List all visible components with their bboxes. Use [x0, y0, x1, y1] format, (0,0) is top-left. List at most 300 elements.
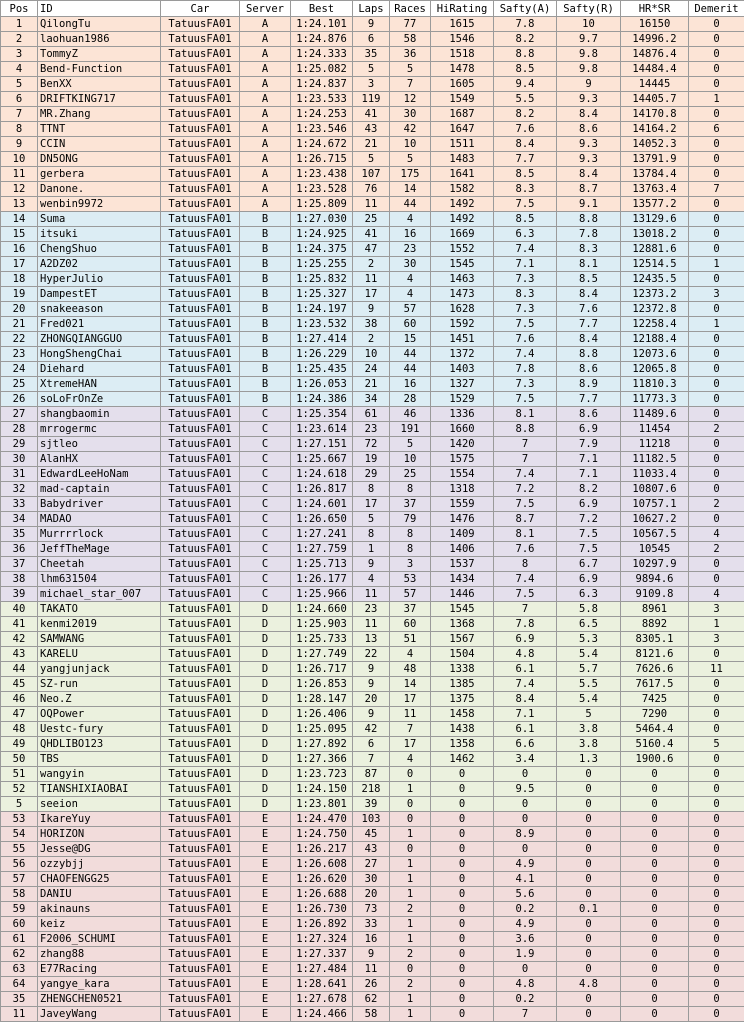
- laps-cell: 19: [353, 452, 390, 467]
- safty-a-cell: 4.8: [494, 977, 557, 992]
- laps-cell: 218: [353, 782, 390, 797]
- demerit-cell: 0: [689, 1007, 744, 1022]
- server-cell: A: [240, 62, 291, 77]
- best-cell: 1:26.217: [291, 842, 353, 857]
- pos-cell: 3: [1, 47, 38, 62]
- safty-a-cell: 7: [494, 1007, 557, 1022]
- pos-cell: 30: [1, 452, 38, 467]
- races-cell: 30: [390, 107, 431, 122]
- car-cell: TatuusFA01: [161, 197, 240, 212]
- races-cell: 14: [390, 677, 431, 692]
- laps-cell: 41: [353, 107, 390, 122]
- server-cell: A: [240, 152, 291, 167]
- safty-a-cell: 9.4: [494, 77, 557, 92]
- pos-cell: 4: [1, 62, 38, 77]
- safty-a-cell: 0: [494, 962, 557, 977]
- best-cell: 1:26.229: [291, 347, 353, 362]
- safty-r-cell: 0: [557, 1007, 621, 1022]
- best-cell: 1:23.532: [291, 317, 353, 332]
- car-cell: TatuusFA01: [161, 17, 240, 32]
- best-cell: 1:24.750: [291, 827, 353, 842]
- demerit-cell: 1: [689, 317, 744, 332]
- server-cell: B: [240, 302, 291, 317]
- pos-cell: 7: [1, 107, 38, 122]
- demerit-cell: 3: [689, 287, 744, 302]
- header-demerit: Demerit: [689, 1, 744, 17]
- hirating-cell: 1476: [431, 512, 494, 527]
- races-cell: 5: [390, 62, 431, 77]
- safty-a-cell: 0: [494, 797, 557, 812]
- best-cell: 1:25.733: [291, 632, 353, 647]
- pos-cell: 54: [1, 827, 38, 842]
- demerit-cell: 11: [689, 662, 744, 677]
- car-cell: TatuusFA01: [161, 512, 240, 527]
- safty-r-cell: 7.5: [557, 527, 621, 542]
- id-cell: mrrogermc: [38, 422, 161, 437]
- safty-r-cell: 8.2: [557, 482, 621, 497]
- best-cell: 1:23.528: [291, 182, 353, 197]
- safty-r-cell: 3.8: [557, 737, 621, 752]
- best-cell: 1:24.386: [291, 392, 353, 407]
- safty-a-cell: 6.3: [494, 227, 557, 242]
- best-cell: 1:27.749: [291, 647, 353, 662]
- server-cell: C: [240, 512, 291, 527]
- safty-r-cell: 9.3: [557, 92, 621, 107]
- demerit-cell: 7: [689, 182, 744, 197]
- server-cell: C: [240, 527, 291, 542]
- best-cell: 1:27.678: [291, 992, 353, 1007]
- table-row: [1, 47, 744, 62]
- server-cell: E: [240, 947, 291, 962]
- table-row: [1, 977, 744, 992]
- demerit-cell: 0: [689, 242, 744, 257]
- pos-cell: 35: [1, 527, 38, 542]
- table-row: [1, 107, 744, 122]
- best-cell: 1:26.620: [291, 872, 353, 887]
- hirating-cell: 0: [431, 1007, 494, 1022]
- id-cell: BenXX: [38, 77, 161, 92]
- laps-cell: 21: [353, 377, 390, 392]
- hirating-cell: 0: [431, 932, 494, 947]
- demerit-cell: 0: [689, 692, 744, 707]
- car-cell: TatuusFA01: [161, 557, 240, 572]
- table-row: [1, 557, 744, 572]
- server-cell: A: [240, 17, 291, 32]
- hr-sr-cell: 12514.5: [621, 257, 689, 272]
- hirating-cell: 1582: [431, 182, 494, 197]
- car-cell: TatuusFA01: [161, 827, 240, 842]
- demerit-cell: 0: [689, 47, 744, 62]
- server-cell: C: [240, 467, 291, 482]
- id-cell: TTNT: [38, 122, 161, 137]
- best-cell: 1:27.414: [291, 332, 353, 347]
- hr-sr-cell: 14170.8: [621, 107, 689, 122]
- pos-cell: 42: [1, 632, 38, 647]
- safty-r-cell: 0: [557, 932, 621, 947]
- safty-a-cell: 8.5: [494, 212, 557, 227]
- id-cell: Fred021: [38, 317, 161, 332]
- table-row: [1, 452, 744, 467]
- hr-sr-cell: 13791.9: [621, 152, 689, 167]
- safty-r-cell: 5.7: [557, 662, 621, 677]
- demerit-cell: 0: [689, 62, 744, 77]
- best-cell: 1:26.608: [291, 857, 353, 872]
- best-cell: 1:23.546: [291, 122, 353, 137]
- races-cell: 4: [390, 272, 431, 287]
- hr-sr-cell: 8305.1: [621, 632, 689, 647]
- server-cell: D: [240, 782, 291, 797]
- hirating-cell: 1687: [431, 107, 494, 122]
- car-cell: TatuusFA01: [161, 677, 240, 692]
- hirating-cell: 0: [431, 947, 494, 962]
- safty-a-cell: 7.2: [494, 482, 557, 497]
- hr-sr-cell: 10627.2: [621, 512, 689, 527]
- safty-a-cell: 8.8: [494, 422, 557, 437]
- id-cell: HyperJulio: [38, 272, 161, 287]
- safty-a-cell: 5.5: [494, 92, 557, 107]
- car-cell: TatuusFA01: [161, 152, 240, 167]
- server-cell: C: [240, 437, 291, 452]
- id-cell: DANIU: [38, 887, 161, 902]
- hirating-cell: 1647: [431, 122, 494, 137]
- laps-cell: 42: [353, 722, 390, 737]
- demerit-cell: 0: [689, 797, 744, 812]
- pos-cell: 2: [1, 32, 38, 47]
- races-cell: 4: [390, 647, 431, 662]
- id-cell: DRIFTKING717: [38, 92, 161, 107]
- races-cell: 0: [390, 797, 431, 812]
- id-cell: EdwardLeeHoNam: [38, 467, 161, 482]
- hirating-cell: 0: [431, 887, 494, 902]
- laps-cell: 29: [353, 467, 390, 482]
- demerit-cell: 3: [689, 632, 744, 647]
- races-cell: 37: [390, 602, 431, 617]
- server-cell: E: [240, 872, 291, 887]
- car-cell: TatuusFA01: [161, 872, 240, 887]
- hr-sr-cell: 0: [621, 962, 689, 977]
- safty-r-cell: 9.3: [557, 137, 621, 152]
- laps-cell: 11: [353, 272, 390, 287]
- demerit-cell: 0: [689, 932, 744, 947]
- hr-sr-cell: 13018.2: [621, 227, 689, 242]
- car-cell: TatuusFA01: [161, 857, 240, 872]
- pos-cell: 63: [1, 962, 38, 977]
- safty-r-cell: 6.5: [557, 617, 621, 632]
- safty-a-cell: 0.2: [494, 902, 557, 917]
- best-cell: 1:24.618: [291, 467, 353, 482]
- pos-cell: 11: [1, 1007, 38, 1022]
- car-cell: TatuusFA01: [161, 182, 240, 197]
- safty-a-cell: 3.6: [494, 932, 557, 947]
- laps-cell: 23: [353, 422, 390, 437]
- hirating-cell: 0: [431, 962, 494, 977]
- best-cell: 1:24.197: [291, 302, 353, 317]
- races-cell: 44: [390, 347, 431, 362]
- races-cell: 3: [390, 557, 431, 572]
- server-cell: E: [240, 1007, 291, 1022]
- id-cell: mad-captain: [38, 482, 161, 497]
- safty-r-cell: 0: [557, 767, 621, 782]
- laps-cell: 9: [353, 557, 390, 572]
- safty-r-cell: 8.9: [557, 377, 621, 392]
- best-cell: 1:24.470: [291, 812, 353, 827]
- demerit-cell: 2: [689, 542, 744, 557]
- table-row: [1, 92, 744, 107]
- server-cell: E: [240, 977, 291, 992]
- laps-cell: 22: [353, 647, 390, 662]
- races-cell: 53: [390, 572, 431, 587]
- hr-sr-cell: 10567.5: [621, 527, 689, 542]
- server-cell: E: [240, 857, 291, 872]
- hr-sr-cell: 11810.3: [621, 377, 689, 392]
- pos-cell: 44: [1, 662, 38, 677]
- car-cell: TatuusFA01: [161, 62, 240, 77]
- server-cell: E: [240, 842, 291, 857]
- hr-sr-cell: 10545: [621, 542, 689, 557]
- safty-r-cell: 5.4: [557, 647, 621, 662]
- best-cell: 1:26.817: [291, 482, 353, 497]
- laps-cell: 26: [353, 977, 390, 992]
- server-cell: D: [240, 617, 291, 632]
- best-cell: 1:28.641: [291, 977, 353, 992]
- id-cell: SZ-run: [38, 677, 161, 692]
- safty-a-cell: 8.1: [494, 407, 557, 422]
- car-cell: TatuusFA01: [161, 137, 240, 152]
- laps-cell: 87: [353, 767, 390, 782]
- safty-a-cell: 8.5: [494, 167, 557, 182]
- safty-r-cell: 9: [557, 77, 621, 92]
- races-cell: 1: [390, 992, 431, 1007]
- car-cell: TatuusFA01: [161, 947, 240, 962]
- safty-r-cell: 0: [557, 962, 621, 977]
- races-cell: 30: [390, 257, 431, 272]
- pos-cell: 62: [1, 947, 38, 962]
- hr-sr-cell: 10807.6: [621, 482, 689, 497]
- id-cell: Neo.Z: [38, 692, 161, 707]
- races-cell: 16: [390, 377, 431, 392]
- safty-r-cell: 9.3: [557, 152, 621, 167]
- id-cell: Suma: [38, 212, 161, 227]
- server-cell: A: [240, 182, 291, 197]
- pos-cell: 45: [1, 677, 38, 692]
- hirating-cell: 1552: [431, 242, 494, 257]
- pos-cell: 26: [1, 392, 38, 407]
- hr-sr-cell: 12188.4: [621, 332, 689, 347]
- id-cell: soLoFrOnZe: [38, 392, 161, 407]
- hr-sr-cell: 5464.4: [621, 722, 689, 737]
- table-row: [1, 752, 744, 767]
- safty-r-cell: 8.6: [557, 122, 621, 137]
- safty-r-cell: 0: [557, 782, 621, 797]
- id-cell: snakeeason: [38, 302, 161, 317]
- safty-a-cell: 7.5: [494, 197, 557, 212]
- hr-sr-cell: 12372.8: [621, 302, 689, 317]
- pos-cell: 18: [1, 272, 38, 287]
- car-cell: TatuusFA01: [161, 992, 240, 1007]
- pos-cell: 6: [1, 92, 38, 107]
- best-cell: 1:27.324: [291, 932, 353, 947]
- safty-a-cell: 5.6: [494, 887, 557, 902]
- best-cell: 1:27.759: [291, 542, 353, 557]
- table-row: [1, 617, 744, 632]
- car-cell: TatuusFA01: [161, 452, 240, 467]
- laps-cell: 5: [353, 152, 390, 167]
- server-cell: B: [240, 332, 291, 347]
- safty-r-cell: 3.8: [557, 722, 621, 737]
- header-row: [1, 1, 744, 17]
- server-cell: D: [240, 722, 291, 737]
- hirating-cell: 1375: [431, 692, 494, 707]
- demerit-cell: 0: [689, 572, 744, 587]
- safty-a-cell: 0: [494, 767, 557, 782]
- laps-cell: 11: [353, 962, 390, 977]
- hirating-cell: 0: [431, 977, 494, 992]
- laps-cell: 20: [353, 692, 390, 707]
- safty-r-cell: 5.4: [557, 692, 621, 707]
- server-cell: D: [240, 767, 291, 782]
- demerit-cell: 3: [689, 602, 744, 617]
- server-cell: B: [240, 287, 291, 302]
- laps-cell: 62: [353, 992, 390, 1007]
- best-cell: 1:23.801: [291, 797, 353, 812]
- server-cell: D: [240, 602, 291, 617]
- hr-sr-cell: 0: [621, 977, 689, 992]
- hr-sr-cell: 7617.5: [621, 677, 689, 692]
- demerit-cell: 0: [689, 902, 744, 917]
- demerit-cell: 0: [689, 647, 744, 662]
- hirating-cell: 1463: [431, 272, 494, 287]
- hirating-cell: 1473: [431, 287, 494, 302]
- table-row: [1, 992, 744, 1007]
- safty-a-cell: 0: [494, 842, 557, 857]
- hirating-cell: 1385: [431, 677, 494, 692]
- safty-r-cell: 10: [557, 17, 621, 32]
- hr-sr-cell: 0: [621, 842, 689, 857]
- hirating-cell: 0: [431, 812, 494, 827]
- safty-r-cell: 7.5: [557, 542, 621, 557]
- server-cell: B: [240, 347, 291, 362]
- safty-a-cell: 9.5: [494, 782, 557, 797]
- demerit-cell: 0: [689, 392, 744, 407]
- hr-sr-cell: 14164.2: [621, 122, 689, 137]
- races-cell: 0: [390, 962, 431, 977]
- demerit-cell: 0: [689, 887, 744, 902]
- id-cell: XtremeHAN: [38, 377, 161, 392]
- table-row: [1, 347, 744, 362]
- hirating-cell: 1336: [431, 407, 494, 422]
- car-cell: TatuusFA01: [161, 482, 240, 497]
- races-cell: 37: [390, 497, 431, 512]
- table-row: [1, 227, 744, 242]
- table-row: [1, 962, 744, 977]
- hr-sr-cell: 0: [621, 917, 689, 932]
- table-row: [1, 542, 744, 557]
- hirating-cell: 1546: [431, 32, 494, 47]
- table-row: [1, 527, 744, 542]
- races-cell: 0: [390, 767, 431, 782]
- table-row: [1, 827, 744, 842]
- demerit-cell: 0: [689, 362, 744, 377]
- best-cell: 1:25.809: [291, 197, 353, 212]
- safty-r-cell: 8.4: [557, 287, 621, 302]
- table-row: [1, 602, 744, 617]
- laps-cell: 23: [353, 602, 390, 617]
- pos-cell: 29: [1, 437, 38, 452]
- hr-sr-cell: 11773.3: [621, 392, 689, 407]
- demerit-cell: 0: [689, 407, 744, 422]
- server-cell: D: [240, 797, 291, 812]
- safty-r-cell: 0: [557, 872, 621, 887]
- best-cell: 1:28.147: [291, 692, 353, 707]
- safty-r-cell: 0: [557, 917, 621, 932]
- laps-cell: 1: [353, 542, 390, 557]
- hr-sr-cell: 12258.4: [621, 317, 689, 332]
- safty-a-cell: 8.4: [494, 137, 557, 152]
- best-cell: 1:25.435: [291, 362, 353, 377]
- best-cell: 1:24.660: [291, 602, 353, 617]
- hirating-cell: 0: [431, 767, 494, 782]
- table-row: [1, 947, 744, 962]
- safty-a-cell: 7.6: [494, 122, 557, 137]
- car-cell: TatuusFA01: [161, 317, 240, 332]
- demerit-cell: 0: [689, 137, 744, 152]
- races-cell: 8: [390, 527, 431, 542]
- id-cell: laohuan1986: [38, 32, 161, 47]
- safty-r-cell: 0: [557, 812, 621, 827]
- server-cell: C: [240, 422, 291, 437]
- hr-sr-cell: 12373.2: [621, 287, 689, 302]
- demerit-cell: 0: [689, 347, 744, 362]
- races-cell: 7: [390, 77, 431, 92]
- best-cell: 1:26.053: [291, 377, 353, 392]
- laps-cell: 11: [353, 617, 390, 632]
- best-cell: 1:23.438: [291, 167, 353, 182]
- races-cell: 8: [390, 482, 431, 497]
- car-cell: TatuusFA01: [161, 917, 240, 932]
- hirating-cell: 1615: [431, 17, 494, 32]
- pos-cell: 22: [1, 332, 38, 347]
- safty-r-cell: 6.9: [557, 497, 621, 512]
- races-cell: 1: [390, 932, 431, 947]
- demerit-cell: 0: [689, 467, 744, 482]
- safty-a-cell: 1.9: [494, 947, 557, 962]
- safty-r-cell: 7.1: [557, 452, 621, 467]
- demerit-cell: 0: [689, 752, 744, 767]
- id-cell: KARELU: [38, 647, 161, 662]
- server-cell: E: [240, 932, 291, 947]
- safty-r-cell: 8.1: [557, 257, 621, 272]
- table-row: [1, 497, 744, 512]
- safty-r-cell: 5.3: [557, 632, 621, 647]
- id-cell: shangbaomin: [38, 407, 161, 422]
- server-cell: A: [240, 197, 291, 212]
- races-cell: 10: [390, 452, 431, 467]
- hirating-cell: 1605: [431, 77, 494, 92]
- races-cell: 23: [390, 242, 431, 257]
- id-cell: Uestc-fury: [38, 722, 161, 737]
- hr-sr-cell: 14484.4: [621, 62, 689, 77]
- hirating-cell: 0: [431, 917, 494, 932]
- laps-cell: 9: [353, 947, 390, 962]
- laps-cell: 33: [353, 917, 390, 932]
- laps-cell: 43: [353, 122, 390, 137]
- laps-cell: 5: [353, 512, 390, 527]
- id-cell: ZHONGQIANGGUO: [38, 332, 161, 347]
- table-row: [1, 32, 744, 47]
- hirating-cell: 1478: [431, 62, 494, 77]
- hr-sr-cell: 0: [621, 812, 689, 827]
- server-cell: B: [240, 257, 291, 272]
